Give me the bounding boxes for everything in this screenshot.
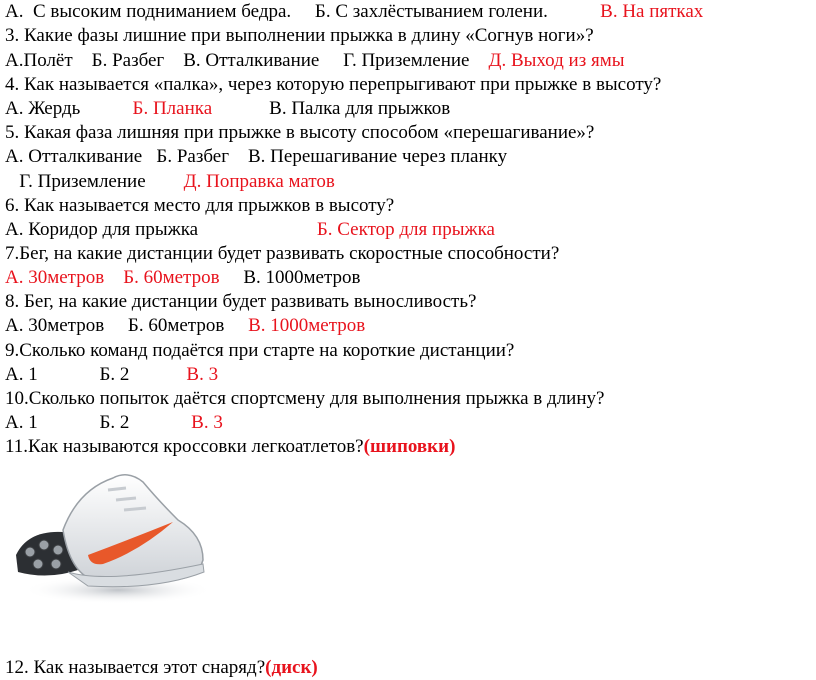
line-text: 4. Как называется «палка», через которую перепрыгивают при прыжке в высоту?	[5, 74, 662, 95]
line-text: В. Палка для прыжков	[212, 98, 451, 119]
quiz-line	[5, 194, 394, 218]
quiz-line	[5, 314, 365, 338]
answer-text: А. 30метров	[5, 267, 105, 288]
line-text: 6. Как называется место для прыжков в высоту?	[5, 195, 395, 216]
line-text: А. 1 Б. 2	[5, 412, 192, 433]
answer-text: В. 1000метров	[248, 315, 366, 336]
quiz-line	[5, 24, 594, 48]
line-text: 8. Бег, на какие дистанции будет развивать выносливость?	[5, 291, 477, 312]
answer-text: (диск)	[265, 657, 318, 678]
answer-text: Б. 60метров	[123, 267, 220, 288]
line-text: В. 1000метров	[219, 267, 361, 288]
line-text: 10.Сколько попыток даётся спортсмену для выполнения прыжка в длину?	[5, 388, 605, 409]
line-text: А. 30метров Б. 60метров	[5, 315, 249, 336]
quiz-line	[5, 218, 495, 242]
quiz-line	[5, 170, 335, 194]
quiz-line	[5, 97, 450, 121]
line-text: 9.Сколько команд подаётся при старте на короткие дистанции?	[5, 340, 515, 361]
answer-text: В. 3	[186, 364, 219, 385]
answer-text: В. На пятках	[600, 1, 704, 22]
line-text: А. Отталкивание Б. Разбег В. Перешагивание через планку	[5, 146, 508, 167]
quiz-line	[5, 49, 624, 73]
quiz-line	[5, 387, 604, 411]
line-text: А. С высоким подниманием бедра. Б. С захлёстыванием голени.	[5, 1, 601, 22]
quiz-line	[5, 266, 360, 290]
line-text: 12. Как называется этот снаряд?	[5, 657, 266, 678]
answer-text: В. 3	[191, 412, 223, 433]
line-text: А. Жердь	[5, 98, 133, 119]
answer-text: Б. Планка	[132, 98, 213, 119]
quiz-line	[5, 363, 218, 387]
quiz-line	[5, 411, 223, 435]
quiz-line	[5, 121, 594, 145]
line-text	[104, 267, 123, 288]
line-text: 11.Как называются кроссовки легкоатлетов?	[5, 436, 364, 457]
quiz-line	[5, 0, 703, 24]
line-text: 7.Бег, на какие дистанции будет развивать скоростные способности?	[5, 243, 560, 264]
quiz-line	[5, 339, 514, 363]
spike-shoe-icon	[8, 460, 208, 610]
line-text: А.Полёт Б. Разбег В. Отталкивание Г. Приземление	[5, 50, 489, 71]
quiz-line	[5, 242, 559, 266]
quiz-line	[5, 145, 507, 169]
quiz-line	[5, 73, 661, 97]
line-text: А. Коридор для прыжка	[5, 219, 317, 240]
answer-text: Д. Поправка матов	[183, 171, 335, 192]
line-text: А. 1 Б. 2	[5, 364, 187, 385]
answer-text: (шиповки)	[363, 436, 456, 457]
line-text: Г. Приземление	[5, 171, 184, 192]
line-text: 5. Какая фаза лишняя при прыжке в высоту способом «перешагивание»?	[5, 122, 595, 143]
quiz-line	[5, 435, 455, 459]
line-text: 3. Какие фазы лишние при выполнении прыжка в длину «Согнув ноги»?	[5, 25, 594, 46]
answer-text: Б. Сектор для прыжка	[316, 219, 495, 240]
quiz-line-last	[5, 656, 318, 680]
quiz-line	[5, 290, 476, 314]
answer-text: Д. Выход из ямы	[488, 50, 625, 71]
